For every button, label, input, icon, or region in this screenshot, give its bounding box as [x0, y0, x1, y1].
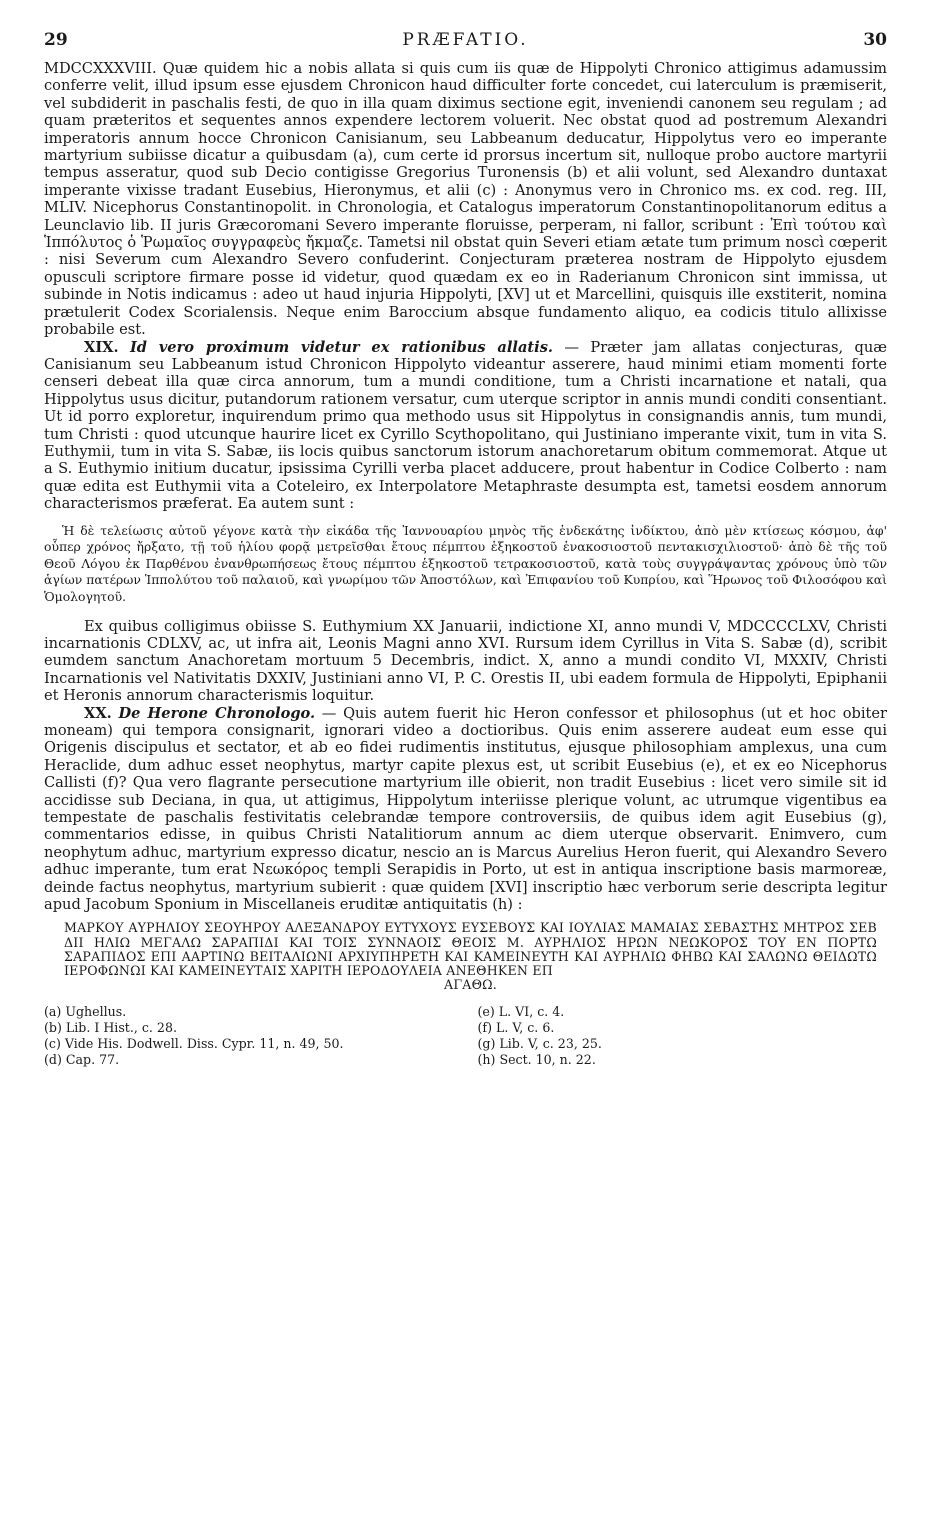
main-text-continued	[44, 618, 887, 914]
inscription-text: ΜΑΡΚΟΥ ΑΥΡΗΛΙΟΥ ΣΕΟΥΗΡΟΥ ΑΛΕΞΑΝΔΡΟΥ ΕΥΤΥΧΟΥΣ ΕΥΣΕΒΟΥΣ ΚΑΙ ΙΟΥΛΙΑΣ ΜΑΜΑΙΑΣ ΣΕΒΑΣΤΗΣ ΜΗΤΡΟΣ ΣΕΒ ΔΙΙ ΗΛΙΩ ΜΕΓΑΛΩ ΣΑΡΑΠΙΔΙ ΚΑΙ ΤΟΙΣ ΣΥΝΝΑΟΙΣ ΘΕΟΙΣ Μ. ΑΥΡΗΛΙΟΣ ΗΡΩΝ ΝΕΩΚΟΡΟΣ ΤΟΥ ΕΝ ΠΟΡΤΩ ΣΑΡΑΠΙΔΟΣ ΕΠΙ ΑΑΡΤΙΝΩ ΒΕΙΤΑΛΙΩΝΙ ΑΡΧΙΥΠΗΡΕΤΗ ΚΑΙ ΚΑΜΕΙΝΕΥΤΗ ΚΑΙ ΑΥΡΗΛΙΩ ΦΗΒΩ ΚΑΙ ΣΑΛΩΝΩ ΘΕΙΔΩΤΩ ΙΕΡΟΦΩΝΩΙ ΚΑΙ ΚΑΜΕΙΝΕΥΤΑΙΣ ΧΑΡΙΤΗ ΙΕΡΟΔΟΥΛΕΙΑ ΑΝΕΘΗΚΕΝ ΕΠ	[64, 920, 877, 979]
page-number-left: 29	[44, 30, 68, 50]
footnote: (h) Sect. 10, n. 22.	[477, 1052, 596, 1068]
paragraph	[44, 60, 887, 339]
paragraph-text: — Quis autem fuerit hic Heron confessor et philosophus (ut et hoc obiter moneam) qui tempora consignarit, ignorari video a doctioribus. Quis enim asserere audeat eum esse qui Origenis discipulus et sectator, et ab eo fidei rudimentis institutus, ejusque philosophiam amplexus, una cum Heraclide, dum adhuc esset neophytus, martyr capite plexus est, ut scribit Eusebius (e), et ex eo Nicephorus Callisti (f)? Qua vero flagrante persecutione martyrium ille obierit, non tradit Eusebius : licet vero simile sit id accidisse sub Deciana, in qua, ut attigimus, Hippolytum interiisse plerique volunt, ac utrumque vigentibus ea tempestate de paschalis festivitatis celebrandæ tempore controversiis, de quibus idem agit Eusebius (g), commentarios edisse, in quibus Christi Natalitiorum annum ac diem uterque observarit. Enimvero, cum neophytum adhuc, martyrium expresso dicatur, nescio an is Marcus Aurelius Heron fuerit, qui Alexandro Severo adhuc imperante, tum erat Νεωκόρος templi Serapidis in Porto, ut est in antiqua inscriptione basis marmoreæ, deinde factus neophytus, martyrium subierit : quæ quidem [XVI] inscriptio hæc verborum serie descripta legitur apud Jacobum Sponium in Miscellaneis eruditæ antiquitatis (h) :	[44, 704, 887, 914]
footnotes	[44, 1004, 887, 1068]
section-xx	[44, 705, 887, 914]
section-title: Id vero proximum videtur ex rationibus allatis.	[129, 338, 553, 356]
paragraph-text: MDCCXXXVIII. Quæ quidem hic a nobis allata si quis cum iis quæ de Hippolyti Chronico attigimus adamussim conferre velit, illud ipsum esse ejusdem Chronicon haud difficulter forte concedet, cui laterculum is præmiserit, vel subdiderit in paschalis festi, de quo in illa quam diximus sectione egit, inveniendi canonem seu regulam ; ad quam præteritos et sequentes annos expendere lectorem voluerit. Nec obstat quod ad postremum Alexandri imperatoris annum hocce Chronicon Canisianum, seu Labbeanum deducatur, Hippolytus vero eo imperante martyrium subiisse dicatur a quibusdam (a), cum certe id prorsus incertum sit, nulloque probo auctore martyrii tempus asseratur, quod sub Decio contigisse Gregorius Turonensis (b) et alii volunt, sed Alexandro duntaxat imperante vixisse tradant Eusebius, Hieronymus, et alii (c) : Anonymus vero in Chronico ms. ex cod. reg. III, MLIV. Nicephorus Constantinopolit. in Chronologia, et Catalogus imperatorum Constantinopolitanorum editus a Leunclavio lib. II juris Græcoromani Severo imperante floruisse, perperam, ni fallor, scribunt : Ἐπὶ τούτου καὶ Ἱππόλυτος ὁ Ῥωμαῖος συγγραφεὺς ἤκμαζε. Tametsi nil obstat quin Severi etiam ætate tum primum noscì cœperit : nisi Severum cum Alexandro Severo confuderint. Conjecturam præterea nostram de Hippolyto ejusdem opusculi scriptore firmare posse id videtur, quod quædam ex eo in Raderianum Chronicon sint immissa, ut subinde in Notis indicamus : adeo ut haud injuria Hippolyti, [XV] ut et Marcellini, quisquis ille exstiterit, nomina prætulerit Codex Scorialensis. Neque enim Baroccium absque fundamento aliquo, ea codicis titulo allixisse probabile est.	[44, 60, 887, 339]
footnote: (a) Ughellus.	[44, 1004, 127, 1020]
running-title: PRÆFATIO.	[402, 30, 529, 50]
paragraph-text: Ex quibus colligimus obiisse S. Euthymium XX Januarii, indictione XI, anno mundi V, MDCCCCLXV, Christi incarnationis CDLXV, ac, ut infra ait, Leonis Magni anno XVI. Rursum idem Cyrillus in Vita S. Sabæ (d), scribit eumdem sanctum Anachoretam mortuum 5 Decembris, indict. X, anno a mundi condito VI, MXXIV, Christi Incarnationis vel Nativitatis DXXIV, Justiniani anno VI, P. C. Orestis II, ubi eadem formula de Hippolyti, Epiphanii et Heronis annorum characterismis loquitur.	[44, 617, 887, 705]
section-title: De Herone Chronologo.	[118, 704, 316, 722]
footnote: (d) Cap. 77.	[44, 1052, 120, 1068]
section-xix	[44, 339, 887, 513]
inscription-last-line: ΑΓΑΘΩ.	[444, 977, 497, 993]
footnote: (b) Lib. I Hist., c. 28.	[44, 1020, 177, 1036]
section-number: XIX.	[84, 338, 119, 356]
footnote: (g) Lib. V, c. 23, 25.	[477, 1036, 602, 1052]
greek-inscription	[64, 921, 877, 992]
footnotes-right-column	[454, 1004, 888, 1068]
page-number-right: 30	[863, 30, 887, 50]
footnotes-left-column	[44, 1004, 454, 1068]
footnote: (e) L. VI, c. 4.	[477, 1004, 565, 1020]
section-number: XX.	[84, 704, 112, 722]
running-header	[44, 30, 887, 60]
paragraph-text: — Præter jam allatas conjecturas, quæ Canisianum seu Labbeanum istud Chronicon Hippolyto videantur asserere, haud minimi etiam momenti forte censeri debeat illa quæ circa annorum, tum a mundi conditione, tum a Christi incarnatione et natali, qua Hippolytus usus dicitur, putandorum rationem versatur, cum uterque scriptor in annis mundi conditi consentiant. Ut id porro exploretur, inquirendum primo qua methodo usus sit Hippolytus in consignandis annis, tum mundi, tum Christi : quod utcunque haurire licet ex Cyrillo Scythopolitano, qui Justiniano imperante vixit, tum in vita S. Euthymii, tum in vita S. Sabæ, iis locis quibus sanctorum istorum anachoretarum obitum commemorat. Atque ut a S. Euthymio initium ducatur, ipsissima Cyrilli verba placet adducere, prout habentur in Codice Colberto : nam quæ edita est Euthymii vita a Coteleiro, ex Interpolatore Metaphraste desumpta est, tametsi eosdem annorum characterismos præferat. Ea autem sunt :	[44, 338, 887, 513]
footnote: (f) L. V, c. 6.	[477, 1020, 555, 1036]
paragraph	[44, 618, 887, 705]
footnote: (c) Vide His. Dodwell. Diss. Cypr. 11, n. 49, 50.	[44, 1036, 344, 1052]
main-text	[44, 60, 887, 513]
greek-quotation	[44, 523, 887, 606]
greek-quote-text: Ἡ δὲ τελείωσις αὐτοῦ γέγονε κατὰ τὴν εἰκάδα τῆς Ἰαννουαρίου μηνὸς τῆς ἑνδεκάτης ἰνδίκτου, ἀπὸ μὲν κτίσεως κόσμου, ἀφ' οὗπερ χρόνος ἤρξατο, τῇ τοῦ ἡλίου φορᾷ μετρεῖσθαι ἔτους πέμπτου ἑξηκοστοῦ ἑνακοσιοστοῦ πεντακισχιλιοστοῦ· ἀπὸ δὲ τῆς τοῦ Θεοῦ Λόγου ἐκ Παρθένου ἐνανθρωπήσεως ἔτους πέμπτου ἑξηκοστοῦ τετρακοσιοστοῦ, κατὰ τοὺς συγγράψαντας χρόνους ὑπὸ τῶν ἁγίων πατέρων Ἱππολύτου τοῦ παλαιοῦ, καὶ γνωρίμου τῶν Ἀποστόλων, καὶ Ἐπιφανίου τοῦ Κυπρίου, καὶ Ἥρωνος τοῦ Φιλοσόφου καὶ Ὁμολογητοῦ.	[44, 522, 887, 604]
